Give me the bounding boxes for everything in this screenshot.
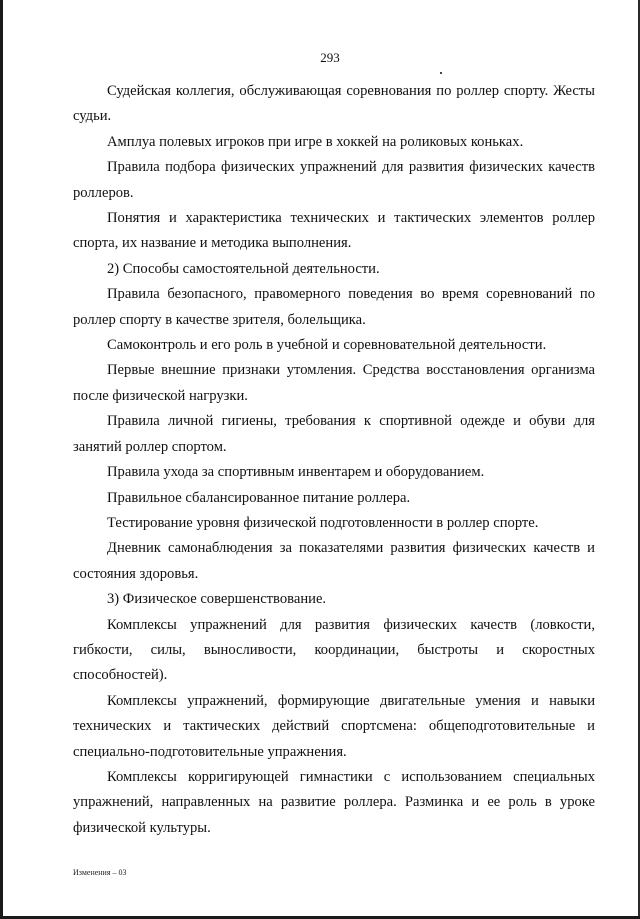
scan-border-left <box>0 0 3 919</box>
paragraph: Понятия и характеристика технических и тактических элементов роллер спорта, их название и методика выполнения. <box>73 210 595 252</box>
paragraph: Комплексы упражнений, формирующие двигательные умения и навыки технических и тактических действий спортсмена: общеподготовительные и специально-подготовительные упражнения. <box>73 692 595 760</box>
paragraph: Первые внешние признаки утомления. Средства восстановления организма после физической нагрузки. <box>73 362 595 404</box>
paragraph: Дневник самонаблюдения за показателями развития физических качеств и состояния здоровья. <box>73 540 595 582</box>
paragraph: Правила подбора физических упражнений для развития физических качеств роллеров. <box>73 159 595 201</box>
paragraph: Комплексы упражнений для развития физических качеств (ловкости, гибкости, силы, выносливости, координации, быстроты и скоростных способностей). <box>73 616 595 684</box>
section-heading: 2) Способы самостоятельной деятельности. <box>107 260 380 277</box>
paragraph: Тестирование уровня физической подготовленности в роллер спорте. <box>107 514 539 531</box>
paragraph: Комплексы корригирующей гимнастики с использованием специальных упражнений, направленных на развитие роллера. Разминка и ее роль в уроке физической культуры. <box>73 768 595 836</box>
paragraph: Самоконтроль и его роль в учебной и соревновательной деятельности. <box>107 337 547 354</box>
section-heading: 3) Физическое совершенствование. <box>107 591 327 608</box>
scan-speck <box>440 72 442 74</box>
page-number: 293 <box>320 50 340 65</box>
paragraph: Правила ухода за спортивным инвентарем и оборудованием. <box>107 464 485 481</box>
body-text <box>73 79 595 841</box>
paragraph: Амплуа полевых игроков при игре в хоккей на роликовых коньках. <box>107 133 524 150</box>
paragraph: Правила безопасного, правомерного поведения во время соревнований по роллер спорту в качестве зрителя, болельщика. <box>73 286 595 328</box>
paragraph: Правильное сбалансированное питание роллера. <box>107 489 411 506</box>
paragraph: Судейская коллегия, обслуживающая соревнования по роллер спорту. Жесты судьи. <box>73 83 595 125</box>
paragraph: Правила личной гигиены, требования к спортивной одежде и обуви для занятий роллер спортом. <box>73 413 595 455</box>
footer-revision: Изменения – 03 <box>73 868 127 877</box>
